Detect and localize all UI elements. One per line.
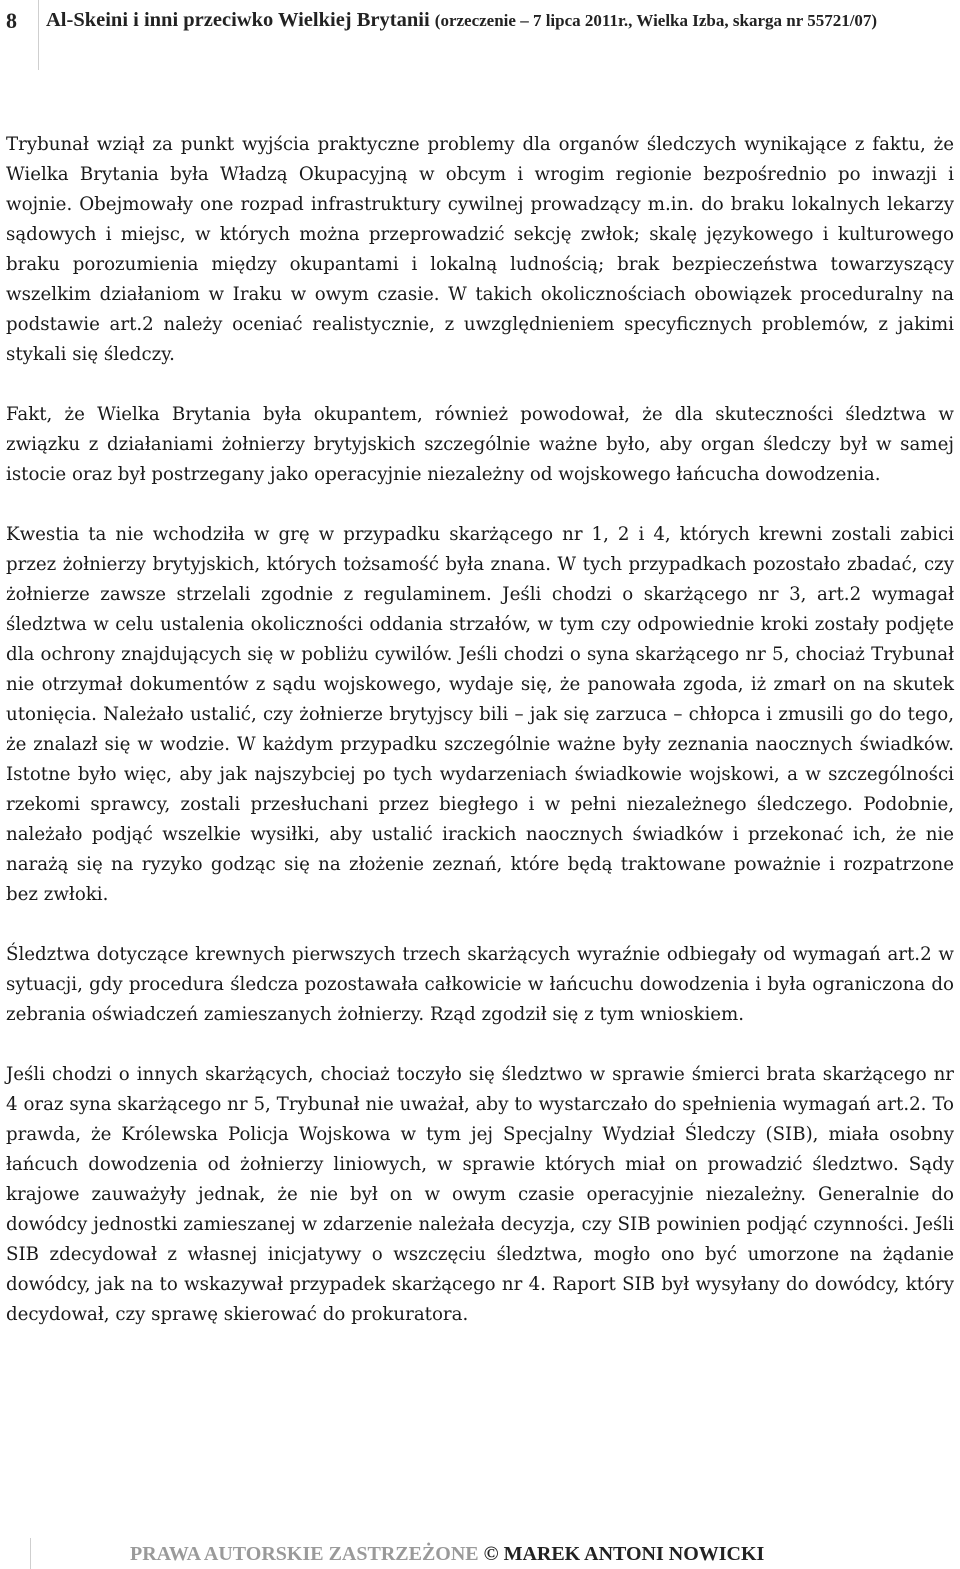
- header-divider: [38, 0, 39, 70]
- copyright-notice: PRAWA AUTORSKIE ZASTRZEŻONE: [130, 1543, 479, 1565]
- document-title: [46, 4, 951, 37]
- document-body: [6, 130, 954, 1360]
- footer-divider: [30, 1538, 31, 1569]
- paragraph-4: Śledztwa dotyczące krewnych pierwszych trzech skarżących wyraźnie odbiegały od wymagań art.2 w sytuacji, gdy procedura śledcza pozostawała całkowicie w łańcuchu dowodzenia i była ograniczona do zebrania oświadczeń zamieszanych żołnierzy. Rząd zgodził się z tym wnioskiem.: [6, 944, 954, 1025]
- case-title: Al-Skeini i inni przeciwko Wielkiej Brytanii: [46, 9, 430, 31]
- page-number: 8: [6, 8, 17, 33]
- paragraph-1: Trybunał wziął za punkt wyjścia praktyczne problemy dla organów śledczych wynikające z faktu, że Wielka Brytania była Władzą Okupacyjną w obcym i wrogim regionie bezpośrednio po inwazji i wojnie. Obejmowały one rozpad infrastruktury cywilnej prowadzący m.in. do braku lokalnych lekarzy sądowych i miejsc, w których można przeprowadzić sekcję zwłok; skalę językowego i kulturowego braku porozumienia między okupantami i lokalną ludnością; brak bezpieczeństwa towarzyszący wszelkim działaniom w Iraku w owym czasie. W takich okolicznościach obowiązek proceduralny na podstawie art.2 należy oceniać realistycznie, z uwzględnieniem specyficznych problemów, z jakimi stykali się śledczy.: [6, 134, 954, 365]
- page-footer: [130, 1540, 920, 1568]
- case-subtitle: (orzeczenie – 7 lipca 2011r., Wielka Izba, skarga nr 55721/07): [434, 11, 878, 30]
- copyright-author: © MAREK ANTONI NOWICKI: [483, 1543, 765, 1565]
- paragraph-5: Jeśli chodzi o innych skarżących, chociaż toczyło się śledztwo w sprawie śmierci brata skarżącego nr 4 oraz syna skarżącego nr 5, Trybunał nie uważał, aby to wystarczało do spełnienia wymagań art.2. To prawda, że Królewska Policja Wojskowa w tym jej Specjalny Wydział Śledczy (SIB), miała osobny łańcuch dowodzenia od żołnierzy liniowych, w sprawie których miał on prowadzić śledztwo. Sądy krajowe zauważyły jednak, że nie był on w owym czasie operacyjnie niezależny. Generalnie do dowódcy jednostki zamieszanej w zdarzenie należała decyzja, czy SIB powinien podjąć czynności. Jeśli SIB zdecydował z własnej inicjatywy o wszczęciu śledztwa, mogło ono być umorzone na żądanie dowódcy, jak na to wskazywał przypadek skarżącego nr 4. Raport SIB był wysyłany do dowódcy, który decydował, czy sprawę skierować do prokuratora.: [6, 1064, 954, 1325]
- page-header: [0, 0, 960, 84]
- paragraph-2: Fakt, że Wielka Brytania była okupantem, również powodował, że dla skuteczności śledztwa w związku z działaniami żołnierzy brytyjskich szczególnie ważne było, aby organ śledczy był w samej istocie oraz był postrzegany jako operacyjnie niezależny od wojskowego łańcucha dowodzenia.: [6, 404, 954, 485]
- paragraph-3: Kwestia ta nie wchodziła w grę w przypadku skarżącego nr 1, 2 i 4, których krewni zostali zabici przez żołnierzy brytyjskich, których tożsamość była znana. W tych przypadkach pozostało zbadać, czy żołnierze zawsze strzelali zgodnie z regulaminem. Jeśli chodzi o skarżącego nr 3, art.2 wymagał śledztwa w celu ustalenia okoliczności oddania strzałów, w tym czy odpowiednie kroki zostały podjęte dla ochrony znajdujących się w pobliżu cywilów. Jeśli chodzi o syna skarżącego nr 5, chociaż Trybunał nie otrzymał dokumentów z sądu wojskowego, wydaje się, że panowała zgoda, iż zmarł on na skutek utonięcia. Należało ustalić, czy żołnierze brytyjscy bili – jak się zarzuca – chłopca i zmusili go do tego, że znalazł się w wodzie. W każdym przypadku szczególnie ważne były zeznania naocznych świadków. Istotne było więc, aby jak najszybciej po tych wydarzeniach świadkowie wojskowi, a w szczególności rzekomi sprawcy, zostali przesłuchani przez biegłego i w pełni niezależnego śledczego. Podobnie, należało podjąć wszelkie wysiłki, aby ustalić irackich naocznych świadków i przekonać ich, że nie narażą się na ryzyko godząc się na złożenie zeznań, które będą traktowane poważnie i rozpatrzone bez zwłoki.: [6, 524, 954, 905]
